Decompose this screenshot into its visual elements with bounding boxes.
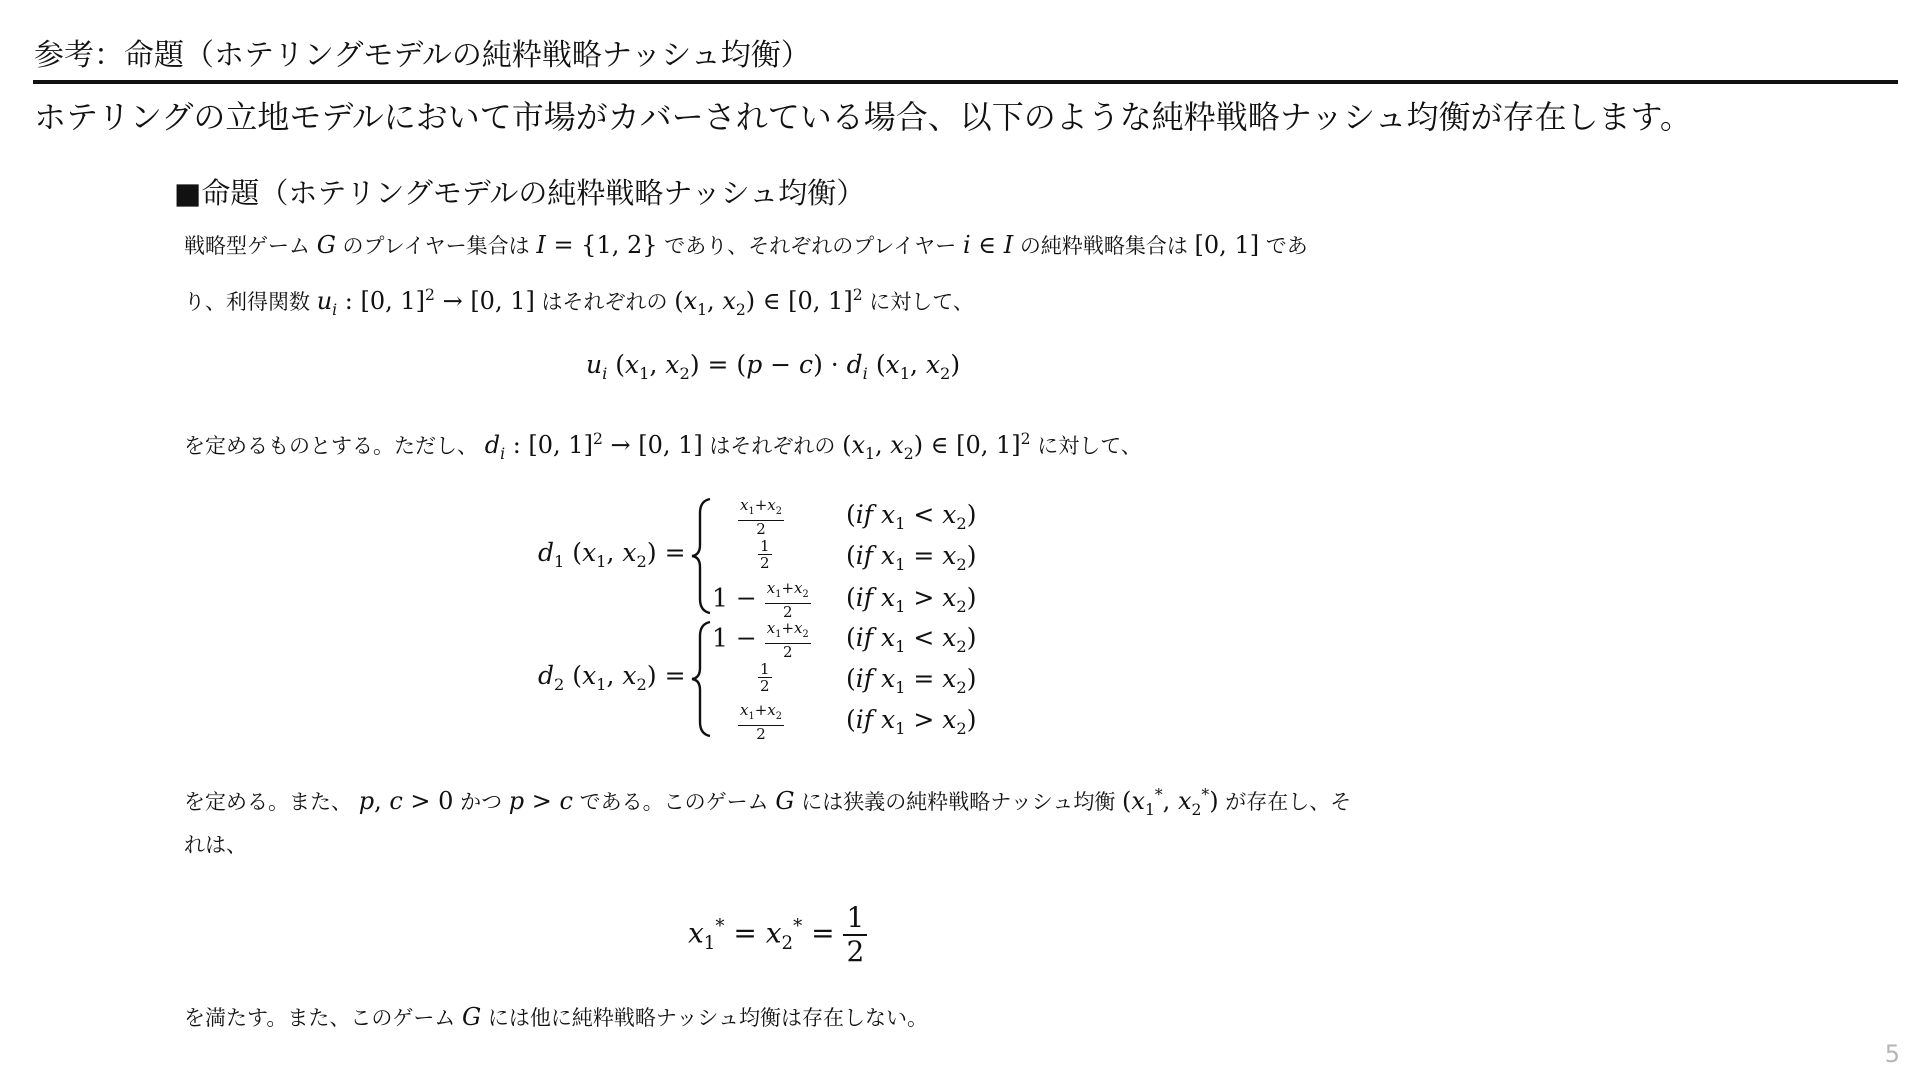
d2-cond-3: (if $x_1 > x_2$) bbox=[846, 705, 977, 738]
math-pc-positive: p, c > 0 bbox=[358, 787, 454, 815]
d2-brace bbox=[690, 620, 714, 738]
equilibrium-equation: $x_1^* = x_2^*$ = $\frac{1}{2}$ bbox=[688, 902, 867, 968]
d1-brace bbox=[690, 497, 714, 615]
text-segment: である。このゲーム bbox=[572, 790, 776, 814]
proposition-line-5 bbox=[184, 830, 247, 860]
text-segment: が存在し、そ bbox=[1218, 790, 1352, 814]
lead-text: ホテリングの立地モデルにおいて市場がカバーされている場合、以下のような純粋戦略ナッシュ均衡が存在します。 bbox=[34, 98, 1692, 136]
text-segment: れは、 bbox=[184, 833, 247, 857]
proposition-line-4 bbox=[184, 780, 1351, 825]
math-pair-domain: ($x_1$, $x_2$) ∈ [0, 1]$^2$ bbox=[674, 286, 863, 319]
math-p-gt-c: p > c bbox=[508, 787, 573, 815]
d1-case-2: $\frac{1}{2}$ bbox=[760, 537, 770, 572]
text-segment: のプレイヤー集合は bbox=[335, 234, 537, 258]
title-divider bbox=[33, 80, 1898, 84]
d1-cond-1: (if $x_1 < x_2$) bbox=[846, 500, 977, 533]
math-player-i: i ∈ I bbox=[962, 231, 1014, 259]
proposition-heading: ■命題（ホテリングモデルの純粋戦略ナッシュ均衡） bbox=[174, 176, 866, 210]
page-number: 5 bbox=[1884, 1040, 1900, 1068]
text-segment: 戦略型ゲーム bbox=[184, 234, 317, 258]
proposition-line-2 bbox=[184, 280, 974, 325]
text-segment: り、利得関数 bbox=[184, 290, 317, 314]
slide-title: 参考：命題（ホテリングモデルの純粋戦略ナッシュ均衡） bbox=[34, 38, 811, 73]
d1-cond-3: (if $x_1 > x_2$) bbox=[846, 583, 977, 616]
text-segment: には他に純粋戦略ナッシュ均衡は存在しない。 bbox=[481, 1006, 929, 1030]
text-segment: を定めるものとする。ただし、 bbox=[184, 434, 485, 458]
text-segment: には狭義の純粋戦略ナッシュ均衡 bbox=[794, 790, 1123, 814]
d2-lhs: $d_2$ ($x_1$, $x_2$) = bbox=[538, 661, 686, 694]
text-segment: はそれぞれの bbox=[534, 290, 675, 314]
text-segment: を満たす。また、このゲーム bbox=[184, 1006, 462, 1030]
text-segment: に対して、 bbox=[862, 290, 974, 314]
math-game-g: G bbox=[316, 231, 336, 259]
math-player-set: I = {1, 2} bbox=[536, 231, 658, 259]
d2-cond-2: (if $x_1 = x_2$) bbox=[846, 664, 977, 697]
d2-case-2: $\frac{1}{2}$ bbox=[760, 660, 770, 695]
d2-cond-1: (if $x_1 < x_2$) bbox=[846, 623, 977, 656]
d2-case-1: 1 − $\frac{x_1+x_2}{2}$ bbox=[712, 619, 809, 661]
d1-cond-2: (if $x_1 = x_2$) bbox=[846, 541, 977, 574]
text-segment: に対して、 bbox=[1030, 434, 1142, 458]
proposition-line-1 bbox=[184, 230, 1308, 261]
text-segment: を定める。また、 bbox=[184, 790, 359, 814]
proposition-line-3 bbox=[184, 424, 1142, 469]
text-segment: はそれぞれの bbox=[702, 434, 843, 458]
math-interval: [0, 1] bbox=[1194, 231, 1260, 259]
text-segment: であ bbox=[1259, 234, 1308, 258]
proposition-line-6 bbox=[184, 1002, 928, 1033]
d2-case-3: $\frac{x_1+x_2}{2}$ bbox=[740, 701, 782, 743]
d1-case-3: 1 − $\frac{x_1+x_2}{2}$ bbox=[712, 579, 809, 621]
math-pair-domain: ($x_1$, $x_2$) ∈ [0, 1]$^2$ bbox=[842, 430, 1031, 463]
math-utility-def: $u_i$ : [0, 1]$^2$ → [0, 1] bbox=[316, 286, 535, 319]
text-segment: の純粋戦略集合は bbox=[1013, 234, 1195, 258]
math-game-g: G bbox=[775, 787, 795, 815]
d1-case-1: $\frac{x_1+x_2}{2}$ bbox=[740, 496, 782, 538]
math-equilibrium-pair: ($x_1^*$, $x_2^*$) bbox=[1122, 786, 1219, 819]
d1-lhs: $d_1$ ($x_1$, $x_2$) = bbox=[538, 538, 686, 571]
math-demand-def: $d_i$ : [0, 1]$^2$ → [0, 1] bbox=[484, 430, 703, 463]
utility-equation: $u_i$ ($x_1$, $x_2) = (p - c) \cdot d_i$ ($x_1$, $x_2$) bbox=[586, 350, 961, 383]
text-segment: かつ bbox=[453, 790, 509, 814]
math-game-g: G bbox=[462, 1003, 482, 1031]
text-segment: であり、それぞれのプレイヤー bbox=[657, 234, 963, 258]
